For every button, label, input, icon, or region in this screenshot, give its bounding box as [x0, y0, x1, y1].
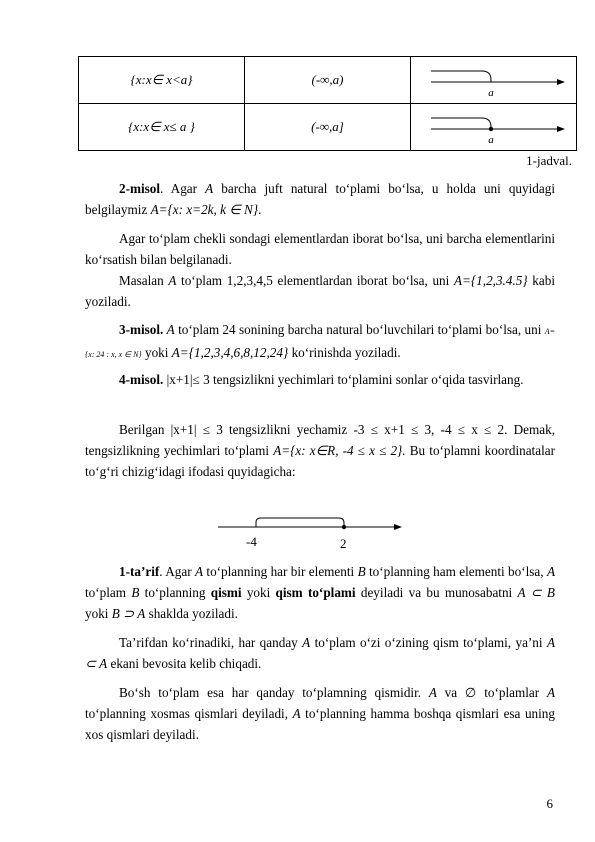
right-endpoint-label: 2 [340, 536, 347, 551]
example-3-paragraph: 3-misol. A to‘plam 24 sonining barcha natural bo‘luvchilari to‘plami bo‘lsa, uni A={x: 24 : x, x ∈ N} yoki A={1,2,3,4,6,8,12,24} ko‘rinishda yoziladi. [85, 322, 555, 360]
closed-ray-diagram [419, 105, 569, 145]
formula: B ⊃ A [111, 606, 146, 621]
left-endpoint-label: -4 [246, 534, 257, 549]
formula: A={1,2,3,4,6,8,12,24} [171, 345, 289, 360]
formula: A={x: x=2k, k ∈ N} [150, 202, 259, 217]
table-row [79, 104, 577, 151]
corollary-paragraph: Ta’rifdan ko‘rinadiki, har qanday A to‘plam o‘zi o‘zining qism to‘plami, ya’ni A ⊂ A ekani bevosita kelib chiqadi. [85, 635, 555, 671]
formula: A ⊂ A [85, 635, 555, 671]
axis-label: a [487, 134, 494, 145]
interval-cell: (-∞,a) [245, 57, 411, 104]
open-ray-diagram [419, 58, 569, 98]
axis-label: a [487, 87, 494, 98]
solution-paragraph: Berilgan |x+1| ≤ 3 tengsizlikni yechamiz -3 ≤ x+1 ≤ 3, -4 ≤ x ≤ 2. Demak, tengsizlikning yechimlari to‘plami A={x: x∈R, -4 ≤ x ≤ 2}. Bu to‘plamni koordinatalar to‘g‘ri chizig‘idagi ifodasi quyidagicha: [85, 422, 555, 479]
set-notation-cell: {x:x∈ x≤ a } [79, 104, 245, 151]
interval-cell: (-∞,a] [245, 104, 411, 151]
definition-1-paragraph: 1-ta’rif. Agar A to‘planning har bir elementi B to‘planning ham elementi bo‘lsa, A to‘plam B to‘planning qismi yoki qism to‘plami deyiladi va bu munosabatni A ⊂ B yoki B ⊃ A shaklda yoziladi. [85, 564, 555, 621]
formula: A={1,2,3.4.5} [453, 273, 528, 288]
axis-cell [411, 57, 577, 104]
table-caption: 1-jadval. [526, 153, 572, 168]
intervals-table [78, 56, 577, 151]
page-number: 6 [546, 796, 553, 811]
formula: A={x: x∈R, -4 ≤ x ≤ 2}. [273, 443, 406, 458]
table-row [79, 57, 577, 104]
empty-set-paragraph: Bo‘sh to‘plam esa har qanday to‘plamning qismidir. A va ∅ to‘plamlar A to‘planning xosmas qismlari deyiladi, A to‘planning hamma boshqa qismlari esa uning xos qismlari deyiladi. [85, 685, 555, 742]
set-notation-cell: {x:x∈ x<a} [79, 57, 245, 104]
number-line-figure [218, 512, 408, 552]
axis-cell [411, 104, 577, 151]
example-list-paragraph: Masalan A to‘plam 1,2,3,4,5 elementlardan iborat bo‘lsa, uni A={1,2,3.4.5} kabi yoziladi. [85, 273, 555, 309]
formula: A ⊂ B [517, 585, 555, 600]
example-2-paragraph: 2-misol. Agar A barcha juft natural to‘plami bo‘lsa, u holda uni quyidagi belgilaymiz A={x: x=2k, k ∈ N}. [85, 181, 555, 217]
finite-set-paragraph: Agar to‘plam chekli sondagi elementlardan iborat bo‘lsa, uni barcha elementlarini ko‘rsatish bilan belgilanadi. [85, 231, 555, 267]
example-4-paragraph: 4-misol. |x+1|≤ 3 tengsizlikni yechimlari to‘plamini sonlar o‘qida tasvirlang. [119, 372, 524, 387]
small-formula: A={x: 24 : x, x ∈ N} [85, 327, 555, 359]
